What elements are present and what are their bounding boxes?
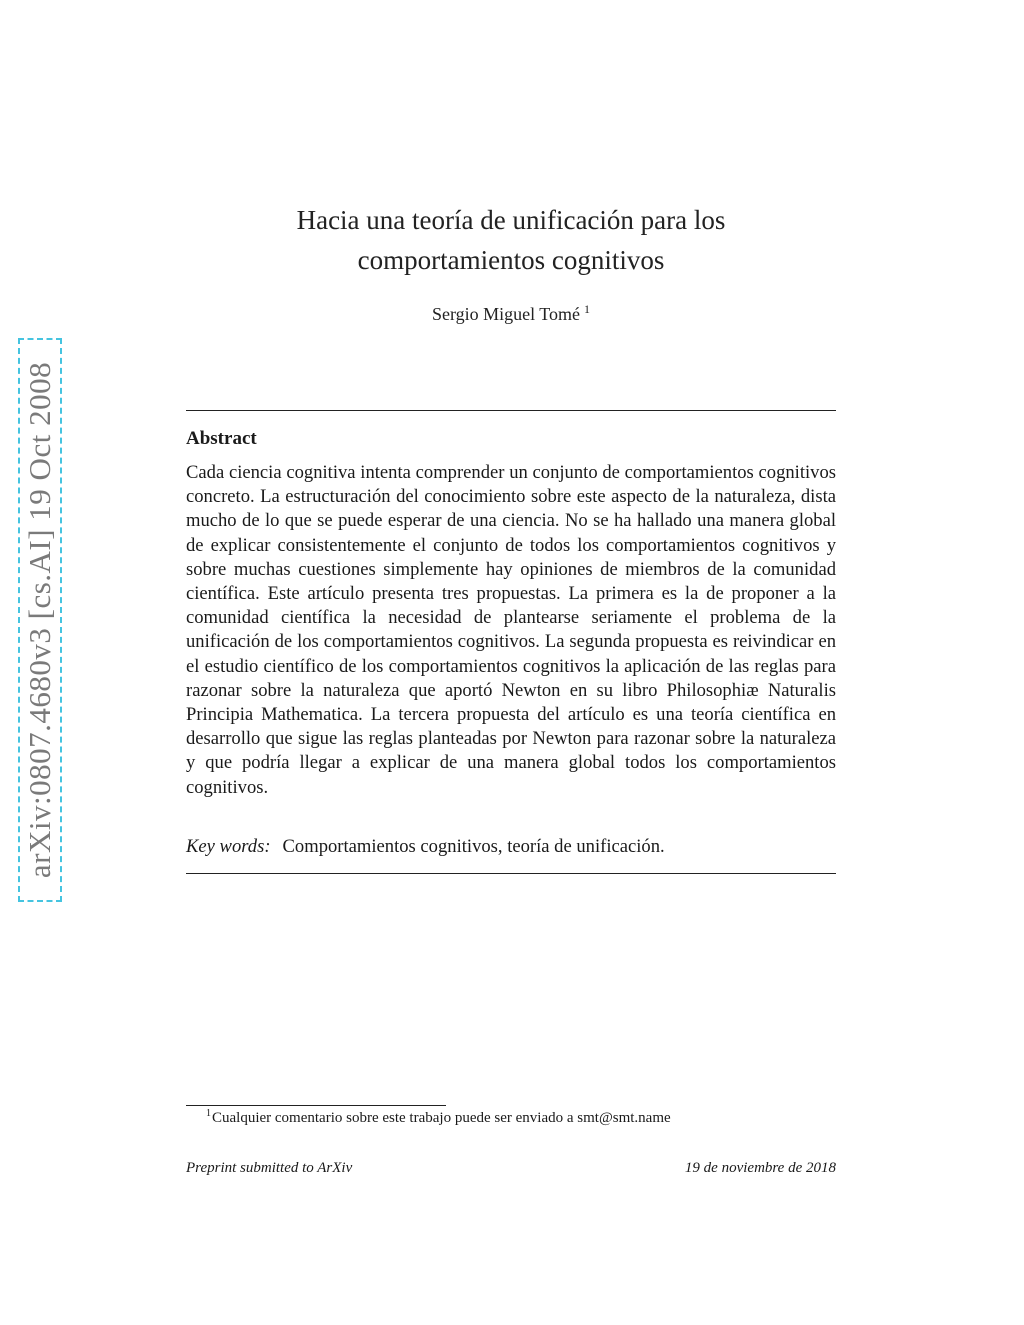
footnote	[206, 1108, 671, 1127]
footnote-mark: 1	[206, 1108, 211, 1119]
keywords	[186, 836, 836, 858]
abstract-heading: Abstract	[186, 428, 257, 449]
title-line-1: Hacia una teoría de unificación para los	[296, 205, 726, 235]
abstract-bottom-rule	[186, 873, 836, 874]
author-footnote-mark: 1	[584, 302, 591, 316]
author-name: Sergio Miguel Tomé	[431, 304, 581, 324]
keywords-text: Comportamientos cognitivos, teoría de unificación.	[282, 836, 665, 857]
title-line-2: comportamientos cognitivos	[357, 245, 665, 275]
arxiv-stamp-text: arXiv:0807.4680v3 [cs.AI] 19 Oct 2008	[22, 361, 58, 879]
abstract-body: Cada ciencia cognitiva intenta comprender un conjunto de comportamientos cognitivos concreto. La estructuración del conocimiento sobre este aspecto de la naturaleza, dista mucho de lo que se puede esperar de una ciencia. No se ha hallado una manera global de explicar consistentemente el conjunto de todos los comportamientos cognitivos y sobre muchas cuestiones simplemente hay opiniones de miembros de la comunidad científica. Este artículo presenta tres propuestas. La primera es la de proponer a la comunidad científica la necesidad de plantearse seriamente el problema de la unificación de los comportamientos cognitivos. La segunda propuesta es reivindicar en el estudio científico de los comportamientos cognitivos la aplicación de las reglas para razonar sobre la naturaleza que aportó Newton en su libro Philosophiæ Naturalis Principia Mathematica. La tercera propuesta del artículo es una teoría científica en desarrollo que sigue las reglas planteadas por Newton para razonar sobre la naturaleza y que podría llegar a explicar de una manera global todos los comportamientos cognitivos.	[186, 462, 836, 798]
arxiv-stamp	[18, 338, 62, 902]
paper-title	[186, 200, 836, 280]
author	[186, 302, 836, 325]
footer-preprint: Preprint submitted to ArXiv	[186, 1160, 353, 1176]
keywords-label: Key words:	[186, 836, 271, 857]
abstract-top-rule	[186, 410, 836, 411]
footer-date: 19 de noviembre de 2018	[684, 1160, 836, 1176]
footnote-text: Cualquier comentario sobre este trabajo puede ser enviado a smt@smt.name	[212, 1110, 671, 1126]
footnote-rule	[186, 1105, 446, 1106]
